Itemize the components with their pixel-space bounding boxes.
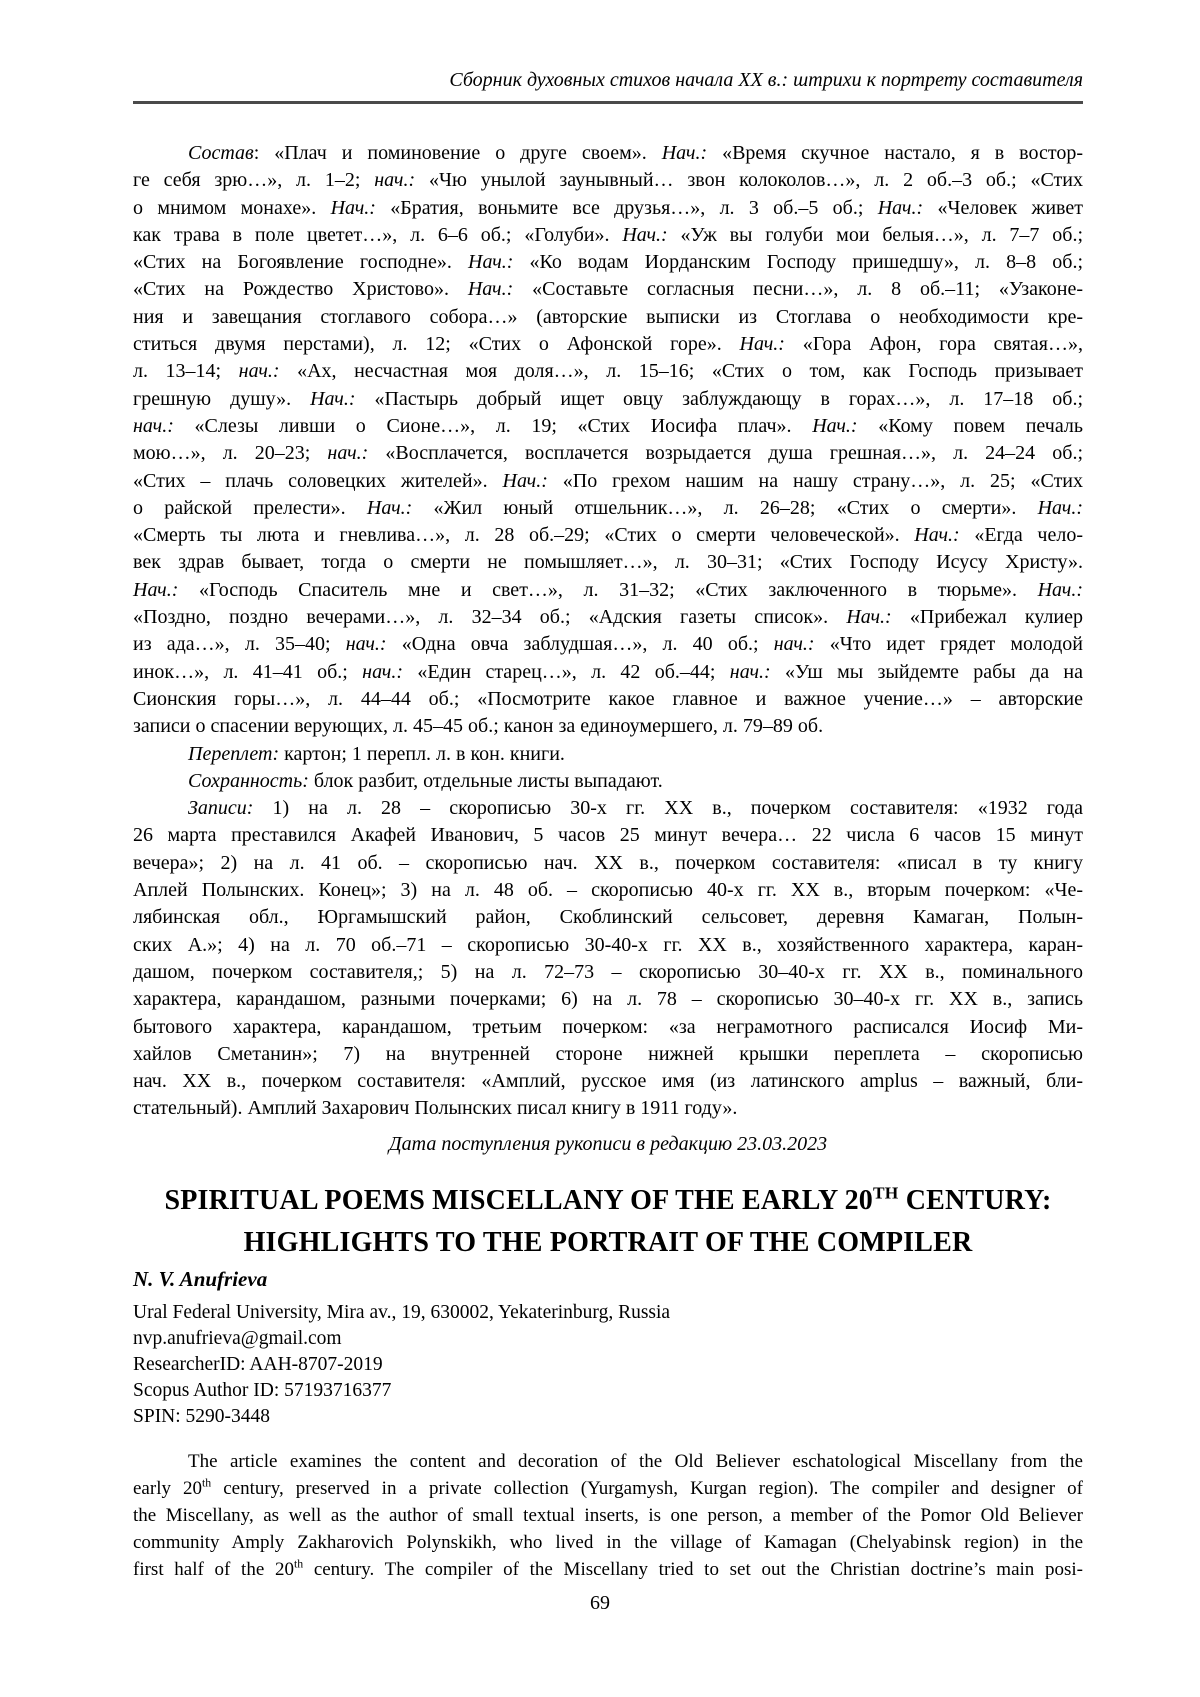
- text-line: как трава в поле цветет…», л. 6–6 об.; «Голуби». Нач.: «Уж вы голуби мои белыя…», л. 7–7 об.;: [133, 223, 1084, 246]
- researcher-id: ResearcherID: AAH-8707-2019: [133, 1354, 383, 1375]
- text-line: «Смерть ты люта и гневлива…», л. 28 об.–29; «Стих о смерти человеческой». Нач.: «Егда чело-: [133, 524, 1083, 547]
- text-line: нач.: «Слезы ливши о Сионе…», л. 19; «Стих Иосифа плач». Нач.: «Кому повем печаль: [133, 414, 1083, 437]
- page-number: 69: [590, 1592, 610, 1614]
- text-line: Переплет: картон; 1 перепл. л. в кон. книги.: [188, 742, 565, 765]
- text-line: community Amply Zakharovich Polynskikh, who lived in the village of Kamagan (Chelyabinsk region) in the: [133, 1532, 1083, 1553]
- manuscript-description: [133, 140, 1083, 1123]
- paragraph: [133, 1448, 1083, 1583]
- text-line: л. 13–14; нач.: «Ах, несчастная моя доля…», л. 15–16; «Стих о том, как Господь призывает: [133, 360, 1084, 383]
- author-affiliation-block: [133, 1300, 1083, 1430]
- text-line: «Поздно, поздно вечерами…», л. 32–34 об.; «Адския газеты список». Нач.: «Прибежал кулиер: [133, 606, 1084, 629]
- text-line: хайлов Сметанин»; 7) на внутренней стороне нижней крышки переплета – скорописью: [133, 1042, 1083, 1065]
- text-line: мою…», л. 20–23; нач.: «Восплачется, восплачется возрыдается душа грешная…», л. 24–24 об.;: [133, 442, 1083, 465]
- text-line: SPIRITUAL POEMS MISCELLANY OF THE EARLY 20TH CENTURY:: [164, 1183, 1052, 1216]
- text-line: из ада…», л. 35–40; нач.: «Одна овча заблудшая…», л. 40 об.; нач.: «Что идет грядет молодой: [133, 633, 1084, 656]
- text-line: The article examines the content and decoration of the Old Believer eschatological Miscellany from the: [188, 1451, 1083, 1472]
- text-line: Записи: 1) на л. 28 – скорописью 30-х гг. XX в., почерком составителя: «1932 года: [188, 797, 1083, 820]
- text-line: бытового характера, карандашом, третьим почерком: «за неграмотного расписался Иосиф Ми-: [133, 1015, 1083, 1038]
- text-line: ститься двумя перстами), л. 12; «Стих о Афонской горе». Нач.: «Гора Афон, гора святая…»,: [133, 333, 1083, 356]
- running-head: Сборник духовных стихов начала XX в.: штрихи к портрету составителя: [449, 69, 1083, 91]
- text-line: дашом, почерком составителя,; 5) на л. 72–73 – скорописью 30–40-х гг. XX в., поминального: [133, 960, 1083, 983]
- manuscript-received-date: Дата поступления рукописи в редакцию 23.03.2023: [388, 1133, 828, 1155]
- spin-code: SPIN: 5290-3448: [133, 1406, 271, 1427]
- author-name: N. V. Anufrieva: [133, 1267, 268, 1291]
- text-line: о райской прелести». Нач.: «Жил юный отшельник…», л. 26–28; «Стих о смерти». Нач.:: [133, 496, 1083, 519]
- text-line: инок…», л. 41–41 об.; нач.: «Един старец…», л. 42 об.–44; нач.: «Уш мы зыйдемте рабы да на: [133, 660, 1083, 683]
- text-line: early 20th century, preserved in a private collection (Yurgamysh, Kurgan region). The compiler and designer of: [133, 1476, 1083, 1499]
- article-title: [133, 1180, 1083, 1264]
- text-line: записи о спасении верующих, л. 45–45 об.; канон за единоумершего, л. 79–89 об.: [133, 715, 824, 738]
- text-line: Аплей Полынских. Конец»; 3) на л. 48 об. – скорописью 40-х гг. XX в., вторым почерком: «Че-: [133, 879, 1083, 902]
- paragraph: [133, 741, 1083, 768]
- scopus-author-id: Scopus Author ID: 57193716377: [133, 1380, 392, 1401]
- text-line: Сионския горы…», л. 44–44 об.; «Посмотрите какое главное и важное учение…» – авторские: [133, 687, 1083, 710]
- text-line: Нач.: «Господь Спаситель мне и свет…», л. 31–32; «Стих заключенного в тюрьме». Нач.:: [133, 578, 1083, 601]
- paragraph: [133, 768, 1083, 795]
- text-line: «Стих на Рождество Христово». Нач.: «Составьте согласныя песни…», л. 8 об.–11; «Узаконе-: [133, 278, 1084, 301]
- paragraph: [133, 1180, 1083, 1264]
- text-line: 26 марта преставился Акафей Иванович, 5 часов 25 минут вечера… 22 числа 6 часов 15 минут: [133, 824, 1083, 847]
- text-line: «Стих на Богоявление господне». Нач.: «Ко водам Иорданским Господу пришедшу», л. 8–8 об.;: [133, 251, 1083, 274]
- header-rule-divider: [133, 101, 1083, 104]
- article-abstract: [133, 1448, 1083, 1583]
- affiliation-address: Ural Federal University, Mira av., 19, 630002, Yekaterinburg, Russia: [133, 1302, 671, 1323]
- text-line: ния и завещания стоглавого собора…» (авторские выписки из Стоглава о необходимости кре-: [133, 305, 1083, 328]
- text-line: стательный). Амплий Захарович Полынских писал книгу в 1911 году».: [133, 1097, 738, 1120]
- paragraph: [133, 140, 1083, 741]
- text-line: вечера»; 2) на л. 41 об. – скорописью нач. XX в., почерком составителя: «писал в ту книгу: [133, 851, 1083, 874]
- text-line: грешную душу». Нач.: «Пастырь добрый ищет овцу заблуждающу в горах…», л. 17–18 об.;: [133, 387, 1083, 410]
- text-line: характера, карандашом, разными почерками; 6) на л. 78 – скорописью 30–40-х гг. XX в., запись: [133, 988, 1083, 1011]
- text-line: век здрав бывает, тогда о смерти не помышляет…», л. 30–31; «Стих Господу Исусу Христу».: [133, 551, 1083, 574]
- text-line: «Стих – плачь соловецких жителей». Нач.: «По грехом нашим на нашу страну…», л. 25; «Стих: [133, 469, 1084, 492]
- text-line: о мнимом монахе». Нач.: «Братия, воньмите все друзья…», л. 3 об.–5 об.; Нач.: «Человек живет: [133, 196, 1083, 219]
- text-line: HIGHLIGHTS TO THE PORTRAIT OF THE COMPILER: [243, 1227, 973, 1258]
- text-line: first half of the 20th century. The compiler of the Miscellany tried to set out the Christian doctrine’s main posi-: [133, 1557, 1083, 1580]
- text-line: нач. XX в., почерком составителя: «Амплий, русское имя (из латинского amplus – важный, бли-: [133, 1070, 1083, 1093]
- text-line: лябинская обл., Юргамышский район, Скоблинский сельсовет, деревня Камаган, Полын-: [133, 906, 1083, 929]
- text-line: Состав: «Плач и поминовение о друге своем». Нач.: «Время скучное настало, я в востор-: [188, 142, 1083, 164]
- text-line: Сохранность: блок разбит, отдельные листы выпадают.: [188, 769, 663, 792]
- author-email: nvp.anufrieva@gmail.com: [133, 1328, 342, 1349]
- paragraph: [133, 795, 1083, 1123]
- text-line: the Miscellany, as well as the author of small textual inserts, is one person, a member of the Pomor Old Believer: [133, 1505, 1083, 1526]
- text-line: ге себя зрю…», л. 1–2; нач.: «Чю унылой заунывный… звон колоколов…», л. 2 об.–3 об.; «Стих: [133, 169, 1083, 192]
- text-line: ских А.»; 4) на л. 70 об.–71 – скорописью 30-40-х гг. XX в., хозяйственного характера, каран-: [133, 933, 1083, 956]
